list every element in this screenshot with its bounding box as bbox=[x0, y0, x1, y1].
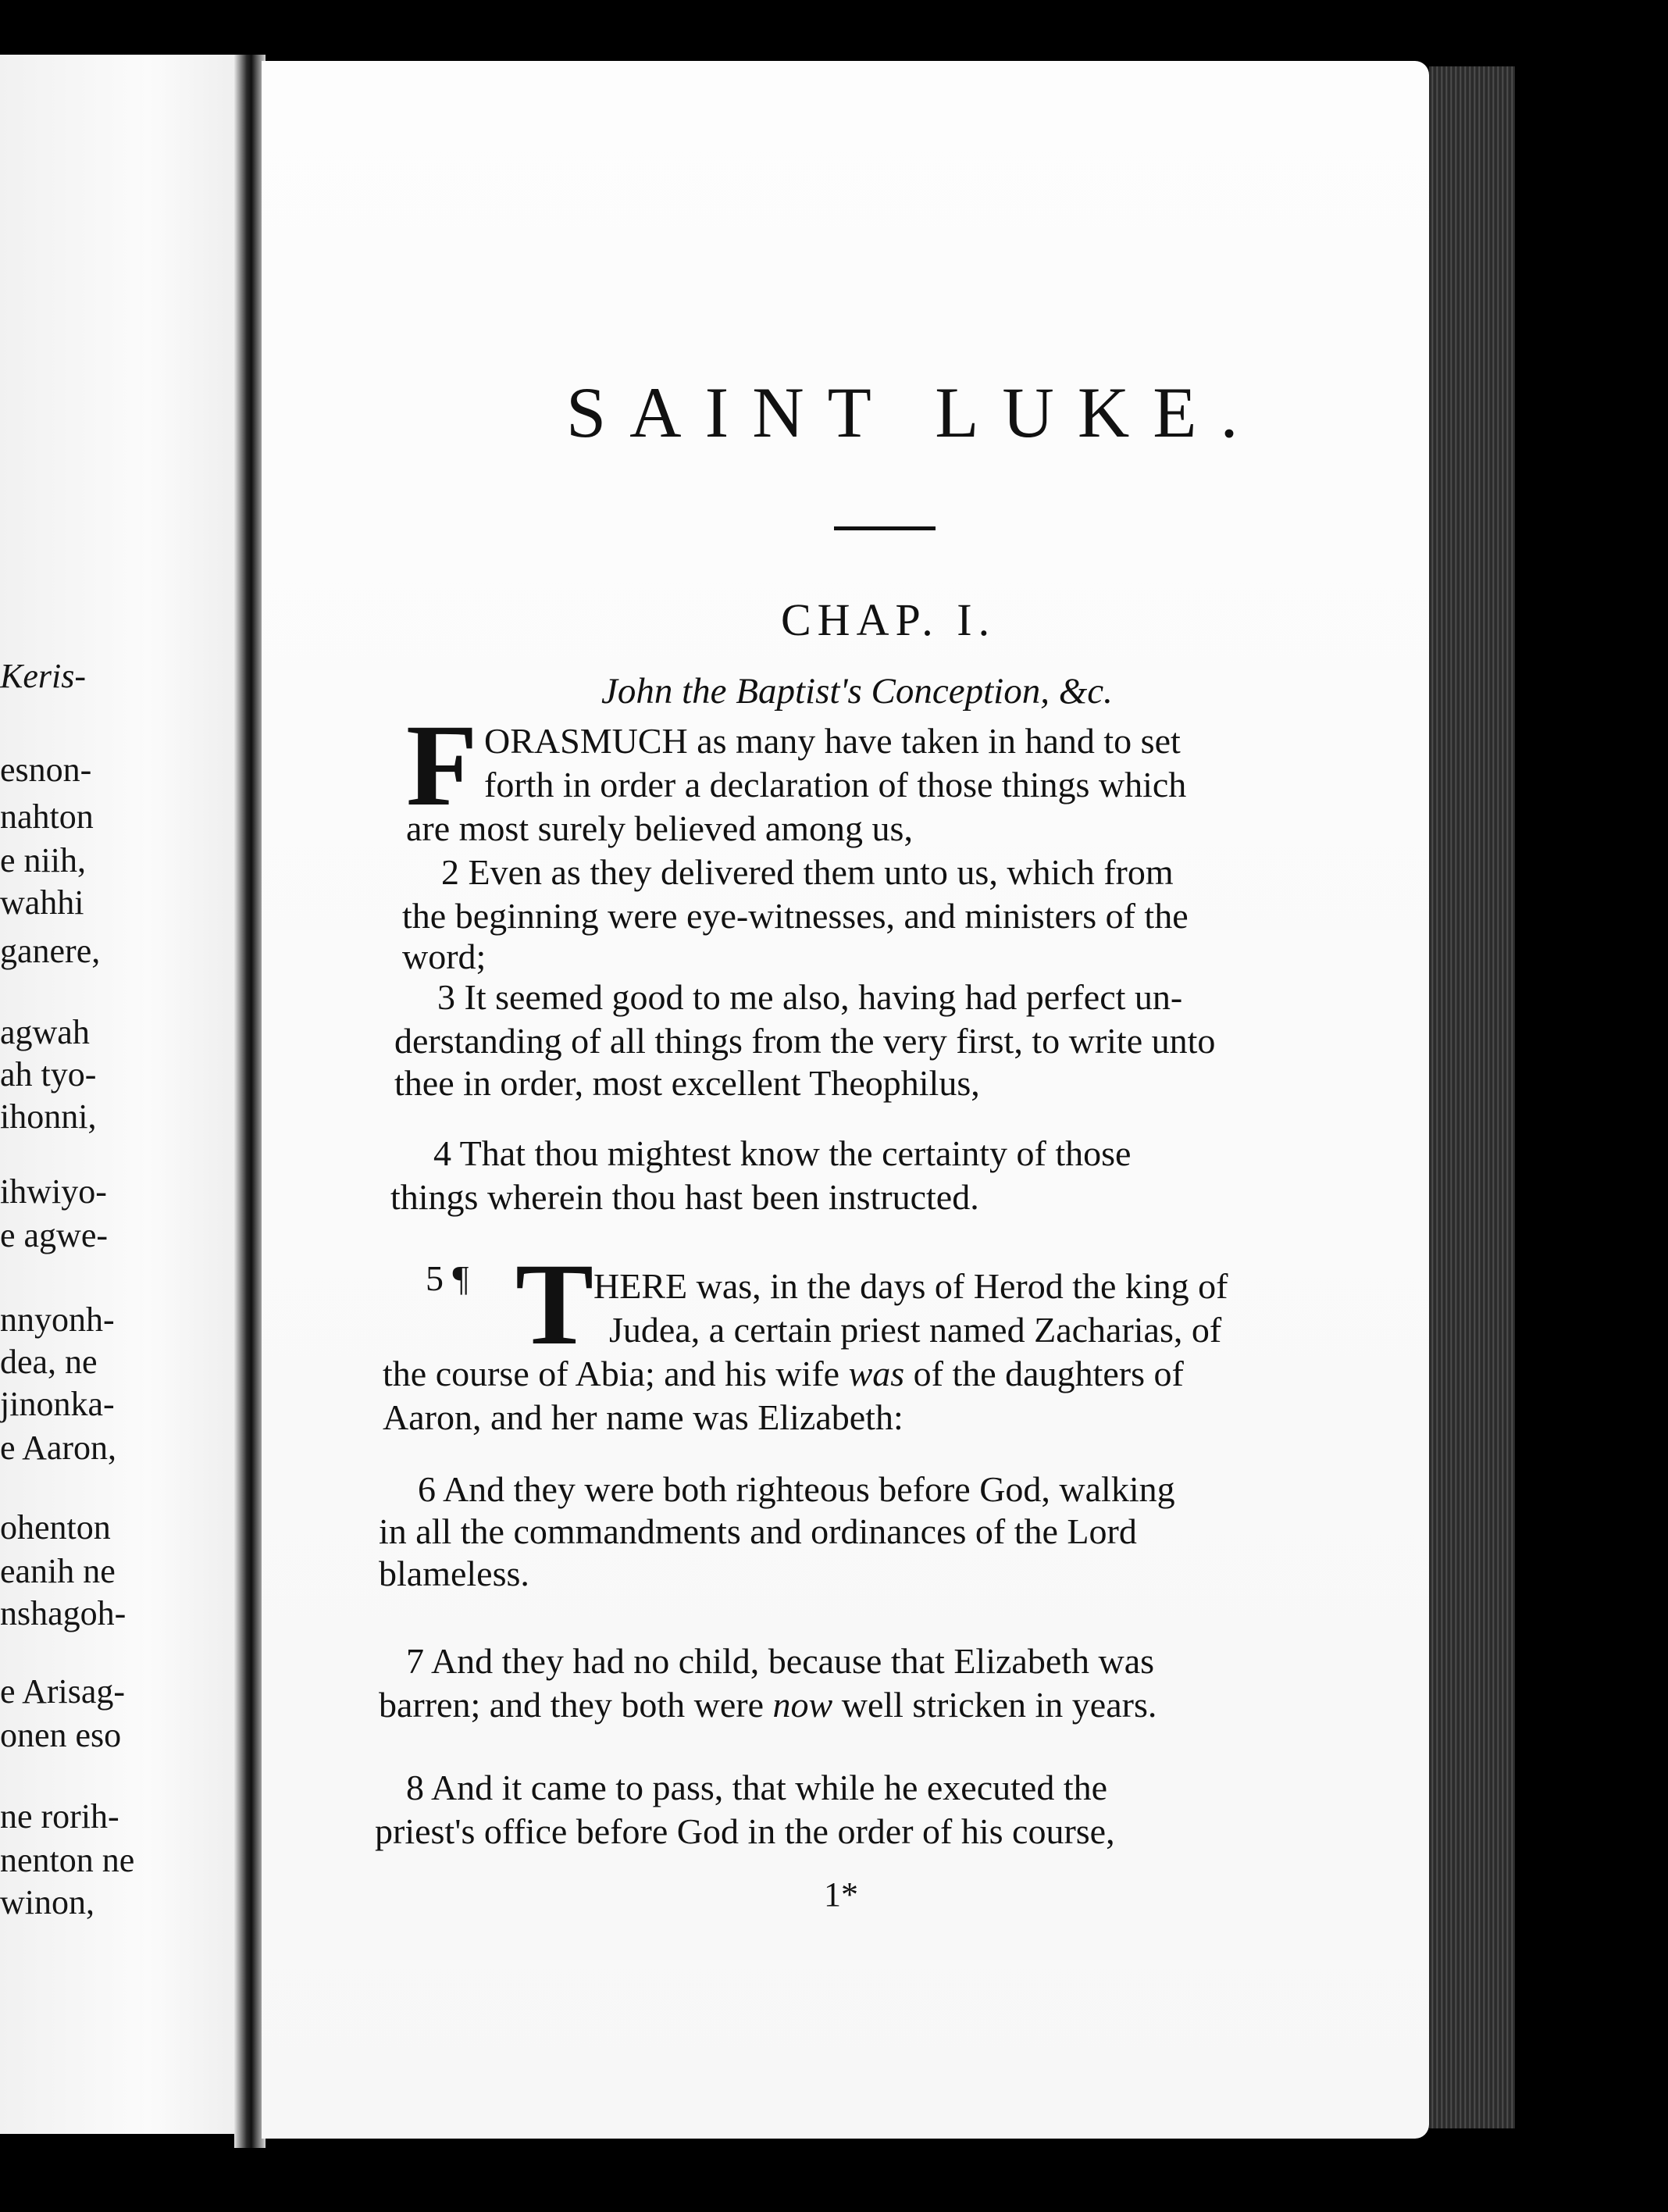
facing-page-line: agwah bbox=[0, 1013, 90, 1051]
verse-7-line-2 bbox=[379, 1684, 1157, 1725]
verse-5-line-2: Judea, a certain priest named Zacharias, of bbox=[609, 1310, 1222, 1350]
facing-page-line: nahton bbox=[0, 797, 94, 836]
facing-page-line: dea, ne bbox=[0, 1343, 98, 1381]
verse-5-italic-word: was bbox=[848, 1354, 905, 1393]
facing-page-line: nshagoh- bbox=[0, 1594, 127, 1632]
facing-page-line: nenton ne bbox=[0, 1841, 135, 1879]
dropcap-t: T bbox=[515, 1240, 594, 1369]
verse-7-italic-word: now bbox=[772, 1685, 833, 1725]
verse-7-line-1: 7 And they had no child, because that Elizabeth was bbox=[406, 1641, 1155, 1681]
facing-page-line: ne rorih- bbox=[0, 1797, 119, 1836]
facing-page-line: ihwiyo- bbox=[0, 1172, 107, 1211]
facing-page-line: nnyonh- bbox=[0, 1300, 115, 1339]
facing-page-line: e niih, bbox=[0, 841, 86, 879]
chapter-heading: CHAP. I. bbox=[781, 594, 996, 645]
verse-4-line-1: 4 That thou mightest know the certainty of those bbox=[433, 1133, 1132, 1173]
facing-page-line: wahhi bbox=[0, 883, 84, 922]
facing-page-line: ihonni, bbox=[0, 1097, 97, 1136]
verse-6-line-2: in all the commandments and ordinances of the Lord bbox=[379, 1511, 1137, 1551]
facing-page-line: e Aaron, bbox=[0, 1429, 117, 1467]
verse-5-line-3-head: the course of Abia; and his wife bbox=[383, 1354, 840, 1393]
verse-7-line-2-tail: well stricken in years. bbox=[841, 1685, 1157, 1725]
verse-8-line-2: priest's office before God in the order of his course, bbox=[375, 1811, 1115, 1851]
facing-page-line: jinonka- bbox=[0, 1385, 115, 1423]
facing-page-line: onen eso bbox=[0, 1716, 122, 1754]
verse-8-line-1: 8 And it came to pass, that while he executed the bbox=[406, 1768, 1108, 1807]
verse-2-line-2: the beginning were eye-witnesses, and ministers of the bbox=[402, 896, 1189, 936]
section-heading: John the Baptist's Conception, &c. bbox=[601, 671, 1113, 712]
facing-page-line: Keris- bbox=[0, 657, 86, 695]
facing-page bbox=[0, 55, 248, 2134]
verse-6-line-3: blameless. bbox=[379, 1554, 529, 1593]
verse-3-line-1: 3 It seemed good to me also, having had perfect un- bbox=[437, 977, 1183, 1017]
verse-2-line-1: 2 Even as they delivered them unto us, which from bbox=[441, 852, 1174, 892]
verse-3-line-2: derstanding of all things from the very first, to write unto bbox=[394, 1021, 1216, 1061]
facing-page-line: e agwe- bbox=[0, 1216, 109, 1254]
verse-5-line-3 bbox=[383, 1353, 1184, 1394]
verse-2-line-3: word; bbox=[402, 937, 486, 976]
verse-1-line-1: ORASMUCH as many have taken in hand to set bbox=[484, 721, 1181, 761]
signature-mark: 1* bbox=[824, 1875, 858, 1914]
facing-page-line: esnon- bbox=[0, 751, 92, 789]
verse-6-line-1: 6 And they were both righteous before God, walking bbox=[418, 1469, 1175, 1509]
facing-page-line: ohenton bbox=[0, 1508, 111, 1547]
book-title: SAINT LUKE. bbox=[566, 373, 1262, 452]
page-edges bbox=[1429, 66, 1515, 2128]
verse-5-line-3-tail: of the daughters of bbox=[913, 1354, 1184, 1393]
verse-1-line-3: are most surely believed among us, bbox=[406, 808, 913, 848]
title-rule bbox=[834, 526, 936, 530]
facing-page-line: e Arisag- bbox=[0, 1672, 126, 1711]
verse-1-line-2: forth in order a declaration of those things which bbox=[484, 765, 1187, 805]
verse-4-line-2: things wherein thou hast been instructed. bbox=[390, 1177, 979, 1217]
verse-5-line-4: Aaron, and her name was Elizabeth: bbox=[383, 1397, 904, 1437]
verse-7-line-2-head: barren; and they both were bbox=[379, 1685, 764, 1725]
dropcap-f: F bbox=[406, 701, 478, 830]
facing-page-line: eanih ne bbox=[0, 1552, 116, 1590]
book-gutter bbox=[234, 55, 266, 2148]
facing-page-line: ah tyo- bbox=[0, 1055, 97, 1094]
verse-5-line-1: HERE was, in the days of Herod the king of bbox=[593, 1266, 1228, 1306]
verse-3-line-3: thee in order, most excellent Theophilus, bbox=[394, 1063, 980, 1103]
facing-page-line: winon, bbox=[0, 1883, 94, 1921]
facing-page-line: ganere, bbox=[0, 932, 101, 970]
verse-5-number: 5 ¶ bbox=[426, 1258, 469, 1298]
